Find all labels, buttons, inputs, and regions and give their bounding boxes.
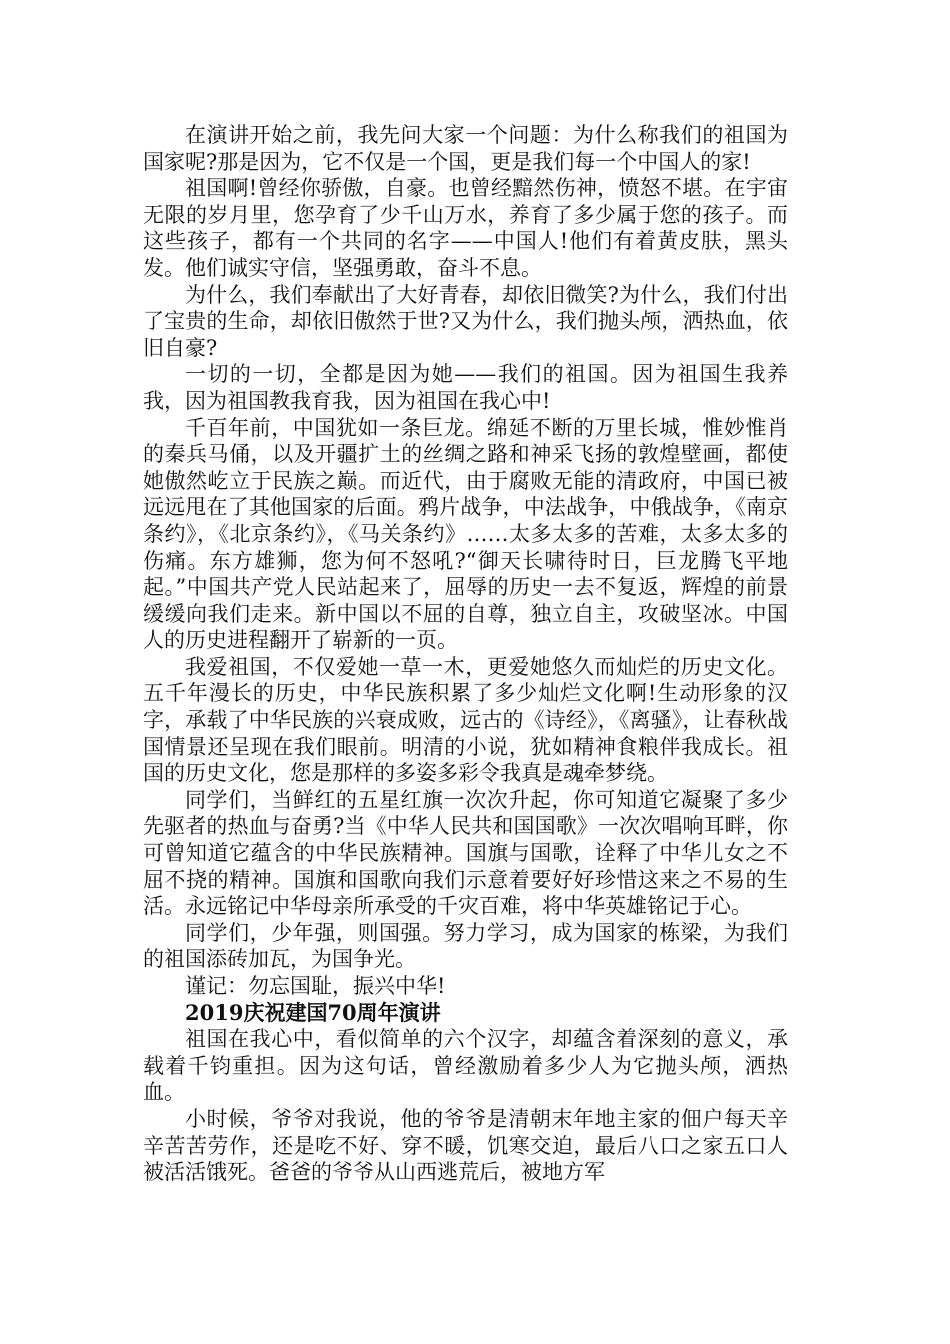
paragraph-culture: 我爱祖国，不仅爱她一草一木，更爱她悠久而灿烂的历史文化。五千年漫长的历史，中华民族积累了多少灿烂文化啊!生动形象的汉字，承载了中华民族的兴衰成败，远古的《诗经》，《离骚》，让春秋战国情景还呈现在我们眼前。明清的小说，犹如精神食粮伴我成长。祖国的历史文化，您是那样的多姿多彩令我真是魂牵梦绕。 (143, 654, 788, 786)
paragraph-childhood: 小时候，爷爷对我说，他的爷爷是清朝末年地主家的佃户每天辛辛苦苦劳作，还是吃不好、穿不暖，饥寒交迫，最后八口之家五口人被活活饿死。爸爸的爷爷从山西逃荒后，被地方军 (143, 1106, 788, 1185)
paragraph-flag-anthem: 同学们，当鲜红的五星红旗一次次升起，你可知道它凝聚了多少先驱者的热血与奋勇?当《中华人民共和国国歌》一次次唱响耳畔，你可曾知道它蕴含的中华民族精神。国旗与国歌，诠释了中华儿女之不屈不挠的精神。国旗和国歌向我们示意着要好好珍惜这来之不易的生活。永远铭记中华母亲所承受的千灾百难，将中华英雄铭记于心。 (143, 787, 788, 919)
paragraph-why: 为什么，我们奉献出了大好青春，却依旧微笑?为什么，我们付出了宝贵的生命，却依旧傲然于世?又为什么，我们抛头颅，洒热血，依旧自豪? (143, 282, 788, 360)
paragraph-remember: 谨记：勿忘国耻，振兴中华! (185, 974, 446, 998)
section-heading: 2019庆祝建国70周年演讲 (185, 999, 441, 1025)
paragraph-history: 千百年前，中国犹如一条巨龙。绵延不断的万里长城，惟妙惟肖的秦兵马俑，以及开疆扩土的丝绸之路和神采飞扬的敦煌壁画，都使她傲然屹立于民族之巅。而近代，由于腐败无能的清政府，中国已被远远甩在了其他国家的后面。鸦片战争，中法战争，中俄战争，《南京条约》，《北京条约》，《马关条约》……太多太多的苦难，太多太多的伤痛。东方雄狮，您为何不怒吼?“御天长啸待时日，巨龙腾飞平地起。”中国共产党人民站起来了，屈辱的历史一去不复返，辉煌的前景缓缓向我们走来。新中国以不屈的自尊，独立自主，攻破坚冰。中国人的历史进程翻开了崭新的一页。 (143, 415, 788, 653)
document-page (143, 122, 788, 1186)
paragraph-six-characters: 祖国在我心中，看似简单的六个汉字，却蕴含着深刻的意义，承载着千钧重担。因为这句话，曾经激励着多少人为它抛头颅，洒热血。 (143, 1027, 788, 1105)
paragraph-because: 一切的一切，全都是因为她——我们的祖国。因为祖国生我养我，因为祖国教我育我，因为祖国在我心中! (143, 362, 788, 413)
paragraph-motherland: 祖国啊!曾经你骄傲，自豪。也曾经黯然伤神，愤怒不堪。在宇宙无限的岁月里，您孕育了少千山万水，养育了多少属于您的孩子。而这些孩子，都有一个共同的名字——中国人!他们有着黄皮肤，黑头发。他们诚实守信，坚强勇敢，奋斗不息。 (143, 176, 788, 280)
paragraph-intro-question: 在演讲开始之前，我先问大家一个问题：为什么称我们的祖国为国家呢?那是因为，它不仅是一个国，更是我们每一个中国人的家! (143, 123, 788, 174)
paragraph-students: 同学们，少年强，则国强。努力学习，成为国家的栋梁，为我们的祖国添砖加瓦，为国争光。 (143, 920, 788, 972)
